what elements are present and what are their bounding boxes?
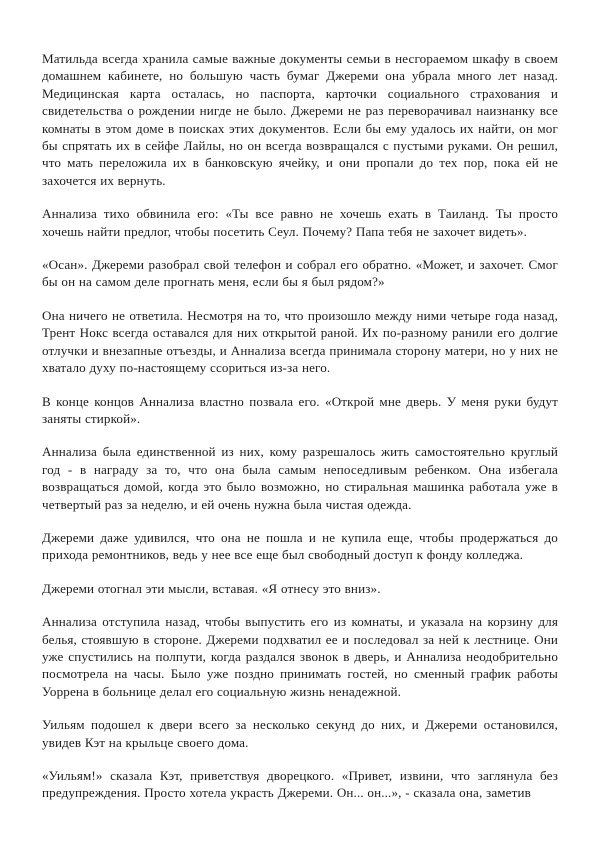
paragraph: «Осан». Джереми разобрал свой телефон и собрал его обратно. «Может, и захочет. Смог бы он на самом деле прогнать меня, если бы я был рядом?» xyxy=(42,257,558,290)
document-body xyxy=(42,50,558,802)
paragraph: Джереми даже удивился, что она не пошла и не купила еще, чтобы продержаться до прихода ремонтников, ведь у нее все еще был свободный доступ к фонду колледжа. xyxy=(42,529,558,563)
paragraph: Она ничего не ответила. Несмотря на то, что произошло между ними четыре года назад, Трент Нокс всегда оставался для них открытой раной. Их по-разному ранили его долгие отлучки и внезапные отъезды, и Аннализа всегда принимала сторону матери, но у них не хватало духу по-настоящему ссориться из-за него. xyxy=(42,307,558,376)
paragraph: Джереми отогнал эти мысли, вставая. «Я отнесу это вниз». xyxy=(42,580,381,596)
paragraph: Уильям подошел к двери всего за несколько секунд до них, и Джереми остановился, увидев Кэт на крыльце своего дома. xyxy=(42,717,558,750)
paragraph: Аннализа отступила назад, чтобы выпустить его из комнаты, и указала на корзину для белья, стоявшую в стороне. Джереми подхватил ее и последовал за ней к лестнице. Они уже спустились на полпути, когда раздался звонок в дверь, и Аннализа неодобрительно посмотрела на часы. Было уже поздно принимать гостей, но сменный график работы Уоррена в больнице делал его социальную жизнь ненадежной. xyxy=(42,614,558,699)
paragraph: Матильда всегда хранила самые важные документы семьи в несгораемом шкафу в своем домашнем кабинете, но большую часть бумаг Джереми она убрала много лет назад. Медицинская карта осталась, но паспорта, карточки социального страхования и свидетельства о рождении нигде не было. Джереми не раз переворачивал наизнанку все комнаты в этом доме в поисках этих документов. Если бы ему удалось их найти, он мог бы спрятать их в сейфе Лайлы, но он всегда возвращался с пустыми руками. Он решил, что мать переложила их в банковскую ячейку, и они пропали до тех пор, пока ей не захочется их вернуть. xyxy=(42,51,558,188)
paragraph: Аннализа была единственной из них, кому разрешалось жить самостоятельно круглый год - в награду за то, что она была самым непоседливым ребенком. Она избегала возвращаться домой, когда это было возможно, но стиральная машинка работала уже в четвертый раз за неделю, и ей очень нужна была чистая одежда. xyxy=(42,444,558,512)
paragraph: Аннализа тихо обвинила его: «Ты все равно не хочешь ехать в Таиланд. Ты просто хочешь найти предлог, чтобы посетить Сеул. Почему? Папа тебя не захочет видеть». xyxy=(42,206,558,239)
paragraph: «Уильям!» сказала Кэт, приветствуя дворецкого. «Привет, извини, что заглянула без предупреждения. Просто хотела украсть Джереми. Он... он...», - сказала она, заметив xyxy=(42,768,558,801)
paragraph: В конце концов Аннализа властно позвала его. «Открой мне дверь. У меня руки будут заняты стиркой». xyxy=(42,393,558,426)
